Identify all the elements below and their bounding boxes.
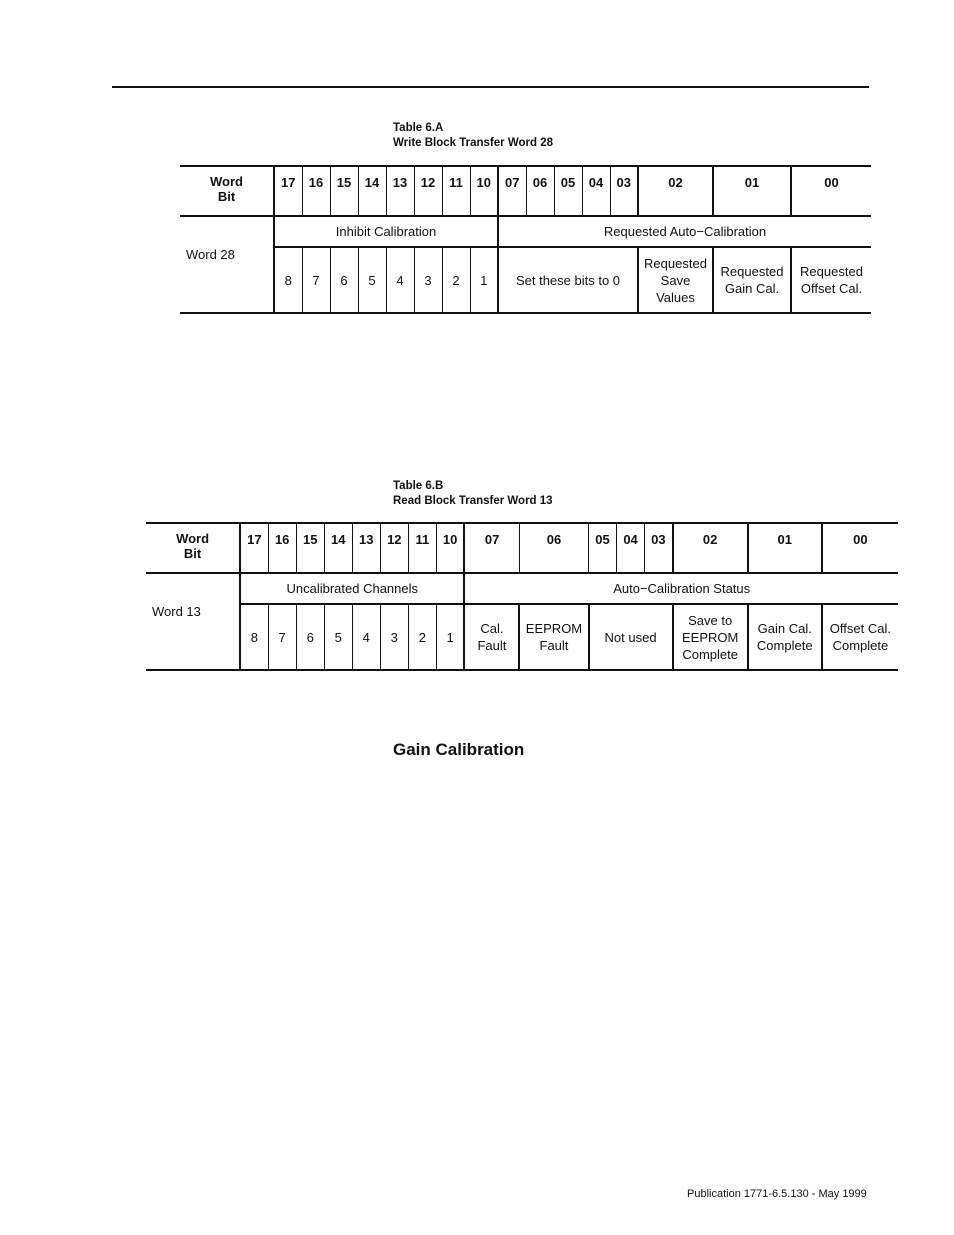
- table-a-detail-row: [180, 247, 871, 313]
- table-a-channel-5: 5: [358, 247, 386, 313]
- table-a-channel-1: 1: [470, 247, 498, 313]
- table-a-channel-6: 6: [330, 247, 358, 313]
- table-b-group-row: [146, 573, 898, 604]
- table-b-bit-06: 06: [519, 523, 588, 573]
- publication-footer: Publication 1771-6.5.130 - May 1999: [687, 1188, 867, 1200]
- table-b-gain-cal-complete: Gain Cal. Complete: [748, 604, 822, 670]
- top-rule: [112, 86, 869, 88]
- table-a-group-row: [180, 216, 871, 247]
- table-a-channel-2: 2: [442, 247, 470, 313]
- table-a-bit-03: 03: [610, 166, 638, 216]
- table-a-number: Table 6.A: [393, 122, 444, 134]
- table-b-channel-6: 6: [296, 604, 324, 670]
- table-a-header-row: [180, 166, 871, 216]
- table-b-channel-4: 4: [352, 604, 380, 670]
- table-a-requested-auto-calibration: Requested Auto−Calibration: [498, 216, 871, 247]
- table-a-bit-12: 12: [414, 166, 442, 216]
- table-a-bit-02: 02: [638, 166, 713, 216]
- table-a-bit-17: 17: [274, 166, 302, 216]
- table-b-caption: [393, 479, 553, 509]
- table-a-bit-15: 15: [330, 166, 358, 216]
- table-b-title: Read Block Transfer Word 13: [393, 495, 553, 507]
- table-a-title: Write Block Transfer Word 28: [393, 137, 553, 149]
- table-a-bit-05: 05: [554, 166, 582, 216]
- table-b-uncalibrated-channels: Uncalibrated Channels: [240, 573, 464, 604]
- table-a-inhibit-calibration: Inhibit Calibration: [274, 216, 498, 247]
- table-b-bit-04: 04: [617, 523, 645, 573]
- table-a-bit-01: 01: [713, 166, 791, 216]
- table-a-bit-11: 11: [442, 166, 470, 216]
- table-a-channel-4: 4: [386, 247, 414, 313]
- table-b-offset-cal-complete: Offset Cal. Complete: [822, 604, 898, 670]
- table-b-bit-01: 01: [748, 523, 822, 573]
- table-b-channel-3: 3: [380, 604, 408, 670]
- table-b-word-label: Word 13: [146, 573, 240, 670]
- table-b-bit-14: 14: [324, 523, 352, 573]
- gain-calibration-heading: Gain Calibration: [393, 740, 525, 759]
- table-a-set-bits-zero: Set these bits to 0: [498, 247, 638, 313]
- table-b-detail-row: [146, 604, 898, 670]
- table-b-bit-11: 11: [408, 523, 436, 573]
- table-b-bit-15: 15: [296, 523, 324, 573]
- table-a-bit-04: 04: [582, 166, 610, 216]
- table-b-number: Table 6.B: [393, 480, 444, 492]
- table-b-bit-07: 07: [464, 523, 519, 573]
- table-b-bit-10: 10: [436, 523, 464, 573]
- table-b-bit-02: 02: [673, 523, 748, 573]
- table-b-bit-00: 00: [822, 523, 898, 573]
- table-b-channel-2: 2: [408, 604, 436, 670]
- table-b-eeprom-fault: EEPROM Fault: [519, 604, 588, 670]
- table-b-auto-calibration-status: Auto−Calibration Status: [464, 573, 898, 604]
- table-a-caption: [393, 121, 553, 151]
- table-b-channel-5: 5: [324, 604, 352, 670]
- table-b-header-row: [146, 523, 898, 573]
- table-b-bit-05: 05: [589, 523, 617, 573]
- table-a-bit-07: 07: [498, 166, 526, 216]
- table-a-requested-offset-cal: Requested Offset Cal.: [791, 247, 871, 313]
- table-a-bit-10: 10: [470, 166, 498, 216]
- table-b-bit-16: 16: [268, 523, 296, 573]
- table-a-requested-gain-cal: Requested Gain Cal.: [713, 247, 791, 313]
- table-a-requested-save-values: Requested Save Values: [638, 247, 713, 313]
- table-b-bit-03: 03: [645, 523, 673, 573]
- table-b-bit-17: 17: [240, 523, 268, 573]
- write-block-transfer-table: [180, 165, 871, 314]
- table-a-header-label: Word Bit: [180, 166, 274, 216]
- table-a-channel-8: 8: [274, 247, 302, 313]
- read-block-transfer-table: [146, 522, 898, 671]
- table-b-cal-fault: Cal. Fault: [464, 604, 519, 670]
- table-b-save-eeprom-complete: Save to EEPROM Complete: [673, 604, 748, 670]
- table-a-channel-7: 7: [302, 247, 330, 313]
- table-b-header-label: Word Bit: [146, 523, 240, 573]
- table-b-bit-13: 13: [352, 523, 380, 573]
- table-b-not-used: Not used: [589, 604, 673, 670]
- table-a-bit-00: 00: [791, 166, 871, 216]
- table-a-channel-3: 3: [414, 247, 442, 313]
- table-b-channel-1: 1: [436, 604, 464, 670]
- table-b-bit-12: 12: [380, 523, 408, 573]
- table-a-bit-13: 13: [386, 166, 414, 216]
- table-a-bit-06: 06: [526, 166, 554, 216]
- table-a-bit-16: 16: [302, 166, 330, 216]
- table-a-bit-14: 14: [358, 166, 386, 216]
- table-a-word-label: Word 28: [180, 216, 274, 313]
- table-b-channel-7: 7: [268, 604, 296, 670]
- table-b-channel-8: 8: [240, 604, 268, 670]
